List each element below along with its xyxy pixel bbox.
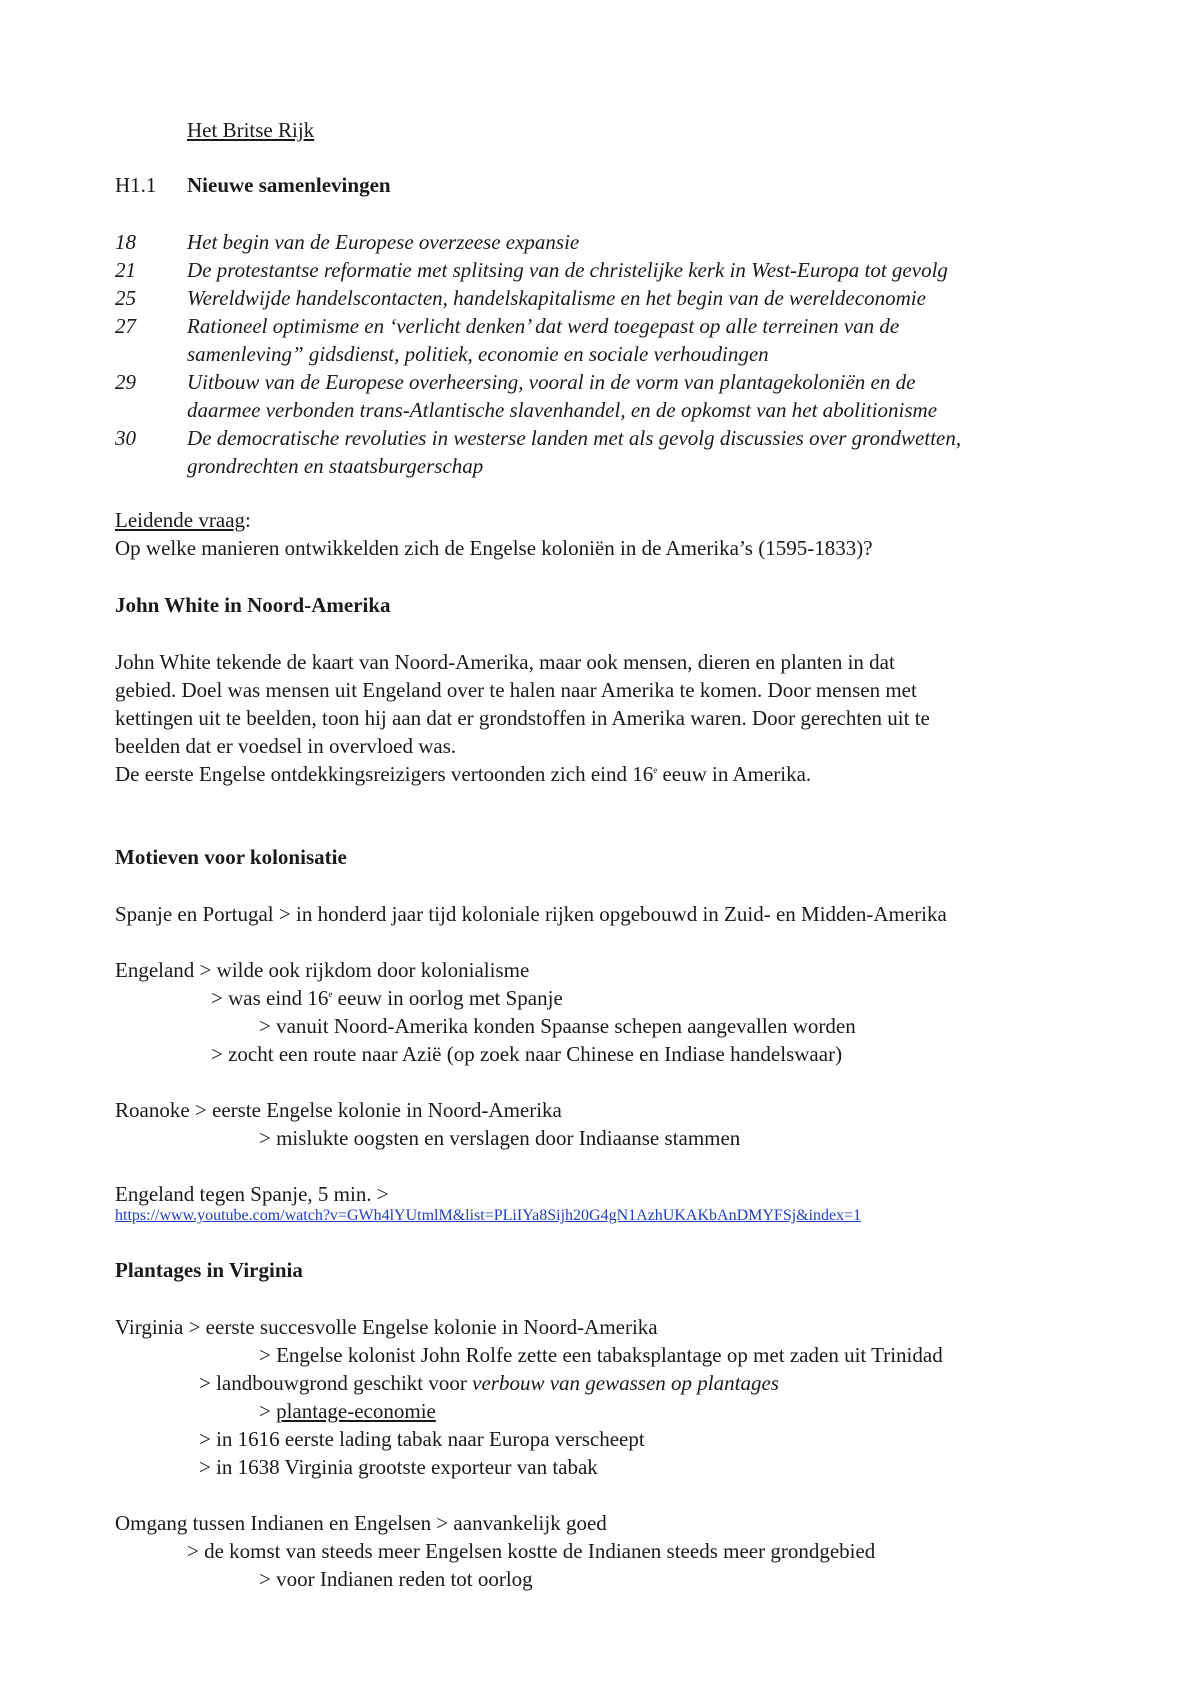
note-line: Omgang tussen Indianen en Engelsen > aanvankelijk goed bbox=[115, 1511, 607, 1535]
aspect-number: 30 bbox=[115, 426, 136, 450]
italic-span: verbouw van gewassen op plantages bbox=[472, 1371, 779, 1395]
aspect-text: De democratische revoluties in westerse landen met als gevolg discussies over grondwetten, bbox=[187, 426, 962, 450]
question-label-row bbox=[115, 506, 251, 534]
question-colon: : bbox=[245, 508, 251, 532]
aspect-text: Uitbouw van de Europese overheersing, vooral in de vorm van plantagekoloniën en de bbox=[187, 370, 916, 394]
text-span: eeuw in Amerika. bbox=[657, 762, 812, 786]
paragraph-line: beelden dat er voedsel in overvloed was. bbox=[115, 734, 457, 758]
note-line bbox=[259, 1397, 436, 1425]
chapter-title: Nieuwe samenlevingen bbox=[187, 173, 391, 197]
text-span: > was eind 16 bbox=[211, 986, 329, 1010]
text-span: eeuw in oorlog met Spanje bbox=[332, 986, 563, 1010]
aspect-number: 18 bbox=[115, 230, 136, 254]
text-span: > bbox=[259, 1399, 277, 1423]
note-line: > voor Indianen reden tot oorlog bbox=[259, 1567, 533, 1591]
leading-question: Op welke manieren ontwikkelden zich de Engelse koloniën in de Amerika’s (1595-1833)? bbox=[115, 536, 873, 560]
chapter-number: H1.1 bbox=[115, 173, 157, 197]
aspect-text: Wereldwijde handelscontacten, handelskapitalisme en het begin van de wereldeconomie bbox=[187, 286, 926, 310]
note-line: > in 1638 Virginia grootste exporteur van tabak bbox=[199, 1455, 598, 1479]
paragraph-line: gebied. Doel was mensen uit Engeland over te halen naar Amerika te komen. Door mensen met bbox=[115, 678, 917, 702]
note-line bbox=[199, 1369, 779, 1397]
aspect-text: Het begin van de Europese overzeese expansie bbox=[187, 230, 580, 254]
note-line: > mislukte oogsten en verslagen door Indiaanse stammen bbox=[259, 1126, 741, 1150]
aspect-text: daarmee verbonden trans-Atlantische slavenhandel, en de opkomst van het abolitionisme bbox=[187, 398, 938, 422]
text-span: > landbouwgrond geschikt voor bbox=[199, 1371, 473, 1395]
text-span: De eerste Engelse ontdekkingsreizigers vertoonden zich eind 16 bbox=[115, 762, 654, 786]
note-line bbox=[211, 984, 563, 1012]
note-line: Virginia > eerste succesvolle Engelse kolonie in Noord-Amerika bbox=[115, 1315, 658, 1339]
aspect-number: 27 bbox=[115, 314, 136, 338]
section-heading-john-white: John White in Noord-Amerika bbox=[115, 593, 391, 617]
aspect-text: samenleving” gidsdienst, politiek, economie en sociale verhoudingen bbox=[187, 342, 769, 366]
aspect-number: 25 bbox=[115, 286, 136, 310]
aspect-text: Rationeel optimisme en ‘verlicht denken’ dat werd toegepast op alle terreinen van de bbox=[187, 314, 900, 338]
superscript: e bbox=[653, 765, 658, 775]
aspect-number: 29 bbox=[115, 370, 136, 394]
note-line: Spanje en Portugal > in honderd jaar tijd koloniale rijken opgebouwd in Zuid- en Midden-Amerika bbox=[115, 902, 947, 926]
section-heading-motives: Motieven voor kolonisatie bbox=[115, 845, 347, 869]
note-line: > vanuit Noord-Amerika konden Spaanse schepen aangevallen worden bbox=[259, 1014, 856, 1038]
document-title: Het Britse Rijk bbox=[187, 118, 315, 142]
superscript: e bbox=[328, 989, 333, 999]
aspect-text: grondrechten en staatsburgerschap bbox=[187, 454, 484, 478]
note-line: Roanoke > eerste Engelse kolonie in Noord-Amerika bbox=[115, 1098, 562, 1122]
note-line: > zocht een route naar Azië (op zoek naar Chinese en Indiase handelswaar) bbox=[211, 1042, 843, 1066]
note-line: > Engelse kolonist John Rolfe zette een tabaksplantage op met zaden uit Trinidad bbox=[259, 1343, 943, 1367]
note-line: > de komst van steeds meer Engelsen kostte de Indianen steeds meer grondgebied bbox=[187, 1539, 876, 1563]
video-label: Engeland tegen Spanje, 5 min. > bbox=[115, 1182, 389, 1206]
note-line: Engeland > wilde ook rijkdom door kolonialisme bbox=[115, 958, 530, 982]
aspect-text: De protestantse reformatie met splitsing van de christelijke kerk in West-Europa tot gevolg bbox=[187, 258, 948, 282]
underlined-span: plantage-economie bbox=[276, 1399, 436, 1423]
paragraph-line: kettingen uit te beelden, toon hij aan dat er grondstoffen in Amerika waren. Door gerechten uit te bbox=[115, 706, 930, 730]
youtube-link[interactable]: https://www.youtube.com/watch?v=GWh4lYUtmlM&list=PLiIYa8Sijh20G4gN1AzhUKAKbAnDMYFSj&index=1 bbox=[115, 1207, 862, 1224]
paragraph-line: John White tekende de kaart van Noord-Amerika, maar ook mensen, dieren en planten in dat bbox=[115, 650, 895, 674]
question-label: Leidende vraag bbox=[115, 508, 246, 532]
section-heading-plantations: Plantages in Virginia bbox=[115, 1258, 303, 1282]
aspect-number: 21 bbox=[115, 258, 136, 282]
note-line: > in 1616 eerste lading tabak naar Europa verscheept bbox=[199, 1427, 645, 1451]
paragraph-line bbox=[115, 760, 811, 788]
